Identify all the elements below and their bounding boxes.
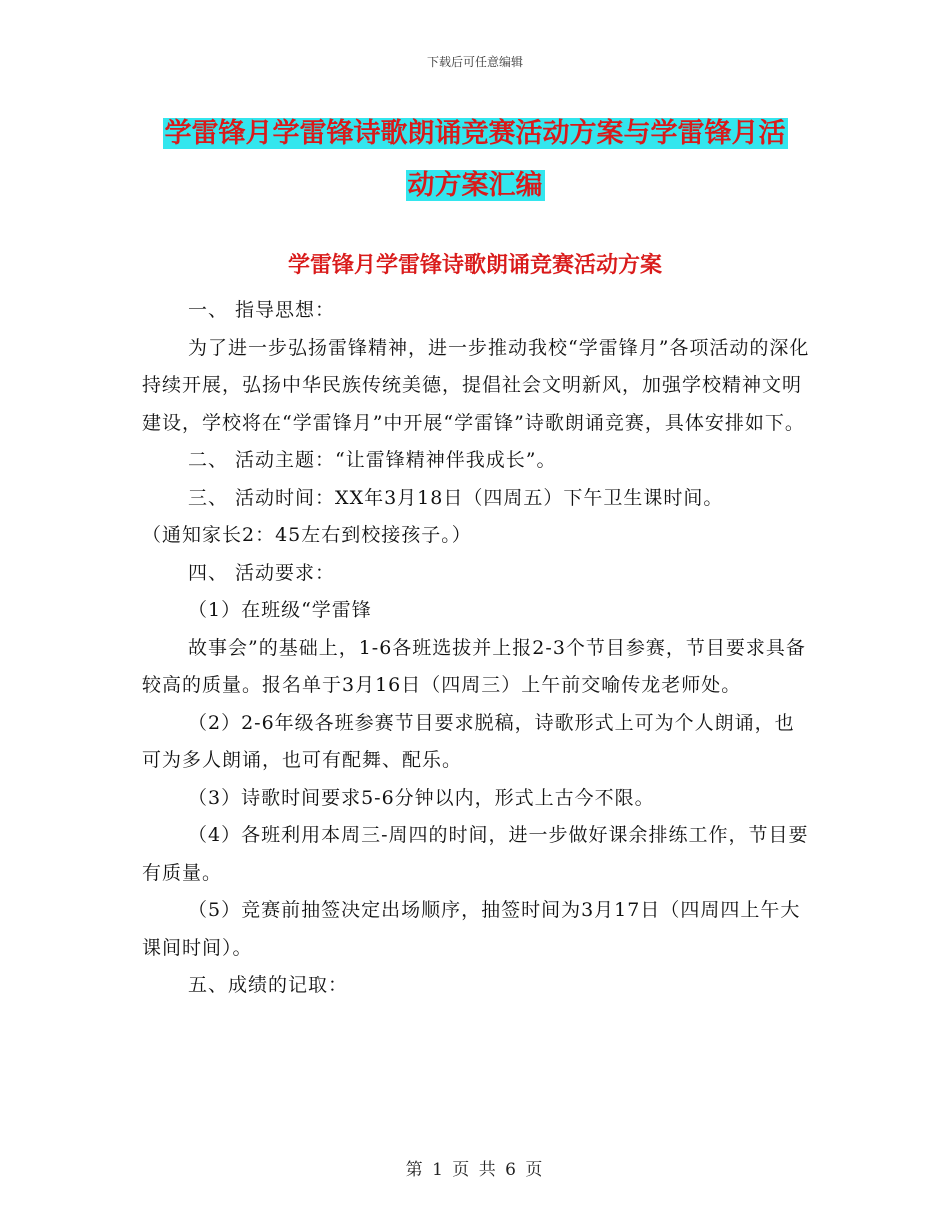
document-title <box>140 108 810 212</box>
paragraph-item-3: （3）诗歌时间要求5-6分钟以内，形式上古今不限。 <box>188 786 655 809</box>
document-body <box>142 292 814 1005</box>
paragraph-item-1-rest: 故事会”的基础上，1-6各班选拔并上报2-3个节目参赛，节目要求具备较高的质量。报名单于3月16日（四周三）上午前交喻传龙老师处。 <box>142 636 806 696</box>
paragraph-heading-3: 三、 活动时间：XX年3月18日（四周五）下午卫生课时间。 <box>188 486 724 509</box>
paragraph-note: （通知家长2：45左右到校接孩子。） <box>142 524 472 546</box>
section-subtitle: 学雷锋月学雷锋诗歌朗诵竞赛活动方案 <box>287 253 662 278</box>
paragraph-heading-5: 五、成绩的记取： <box>188 974 349 996</box>
paragraph-item-5: （5）竞赛前抽签决定出场顺序，抽签时间为3月17日（四周四上午大课间时间）。 <box>142 899 801 959</box>
paragraph-heading-2: 二、 活动主题：“让雷锋精神伴我成长”。 <box>188 449 557 471</box>
paragraph-heading-4: 四、 活动要求： <box>188 561 336 584</box>
paragraph-heading-1: 一、 指导思想： <box>188 299 336 321</box>
page-footer: 第 1 页 共 6 页 <box>405 1160 545 1180</box>
paragraph-item-1-start: （1）在班级“学雷锋 <box>188 599 372 621</box>
header-note: 下载后可任意编辑 <box>426 55 523 69</box>
paragraph-item-4: （4）各班利用本周三-周四的时间，进一步做好课余排练工作，节目要有质量。 <box>142 824 809 884</box>
title-line-2: 动方案汇编 <box>407 170 543 201</box>
paragraph-item-2: （2）2-6年级各班参赛节目要求脱稿，诗歌形式上可为个人朗诵，也可为多人朗诵，也可有配舞、配乐。 <box>142 711 795 771</box>
title-line-1: 学雷锋月学雷锋诗歌朗诵竞赛活动方案与学雷锋月活 <box>164 118 786 149</box>
paragraph-intro: 为了进一步弘扬雷锋精神，进一步推动我校“学雷锋月”各项活动的深化持续开展，弘扬中华民族传统美德，提倡社会文明新风，加强学校精神文明建设，学校将在“学雷锋月”中开展“学雷锋”诗歌朗诵竞赛，具体安排如下。 <box>142 336 810 434</box>
